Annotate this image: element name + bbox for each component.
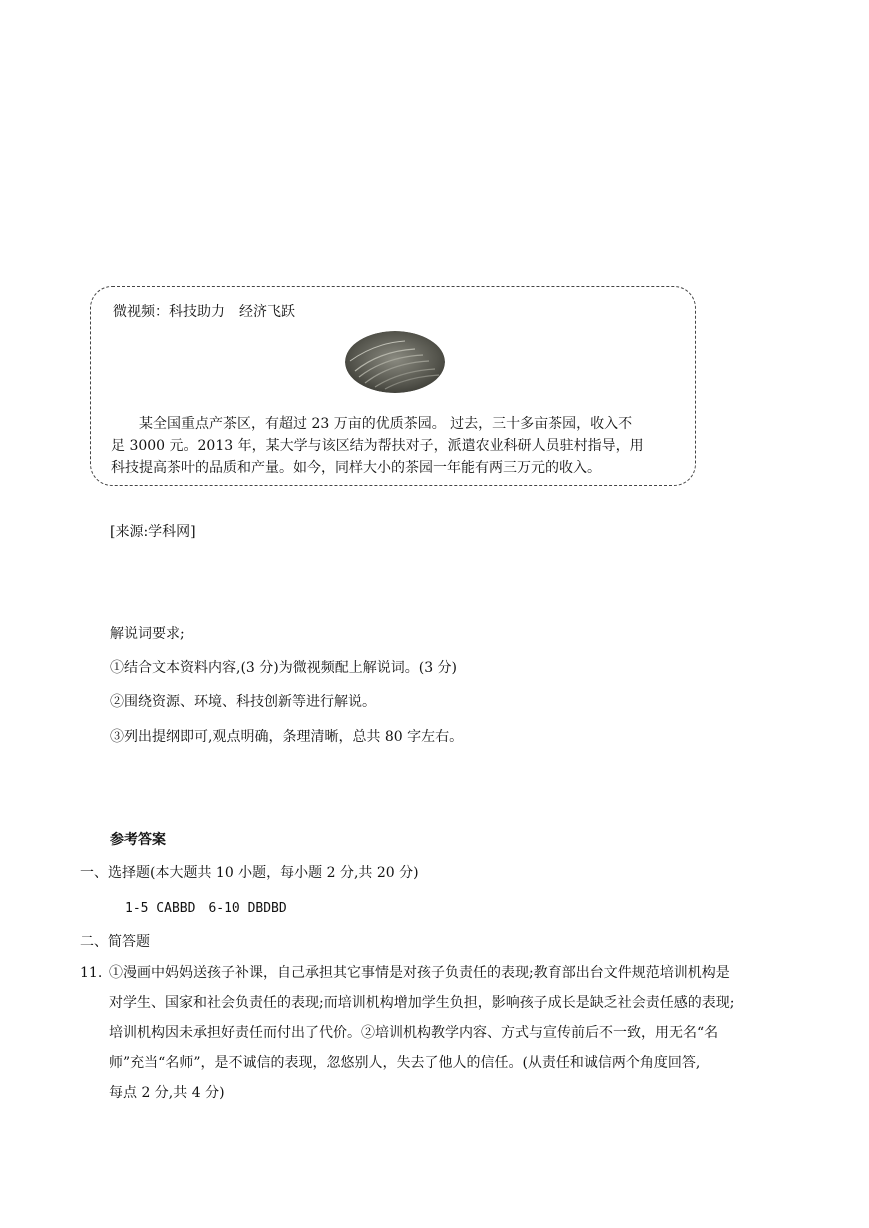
answer-line: 师”充当“名师”，是不诚信的表现，忽悠别人，失去了他人的信任。(从责任和诚信两个角度回答, (109, 1055, 701, 1071)
section-choice-heading: 一、选择题(本大题共 10 小题，每小题 2 分,共 20 分) (80, 865, 419, 881)
box-title: 微视频：科技助力 经济飞跃 (113, 304, 295, 320)
requirement-item: ③列出提纲即可,观点明确，条理清晰，总共 80 字左右。 (110, 729, 464, 745)
answer-line: 对学生、国家和社会负责任的表现;而培训机构增加学生负担，影响孩子成长是缺乏社会责任感的表现; (109, 995, 735, 1011)
answer-line: 培训机构因未承担好责任而付出了代价。②培训机构教学内容、方式与宣传前后不一致，用无名“名 (109, 1025, 719, 1041)
tea-garden-photo-svg (345, 331, 445, 393)
answers-title: 参考答案 (110, 832, 166, 848)
requirements-heading: 解说词要求; (110, 626, 185, 642)
section-short-answer-heading: 二、简答题 (80, 934, 150, 950)
requirement-item: ①结合文本资料内容,(3 分)为微视频配上解说词。(3 分) (110, 660, 458, 676)
box-line: 某全国重点产茶区，有超过 23 万亩的优质茶园。 过去，三十多亩茶园，收入不 (139, 416, 633, 432)
question-number: 11. (80, 965, 103, 981)
answer-line: ①漫画中妈妈送孩子补课，自己承担其它事情是对孩子负责任的表现;教育部出台文件规范培训机构是 (109, 965, 730, 981)
answer-line: 每点 2 分,共 4 分) (109, 1085, 225, 1101)
box-line: 足 3000 元。2013 年，某大学与该区结为帮扶对子，派遣农业科研人员驻村指导，用 (111, 438, 644, 454)
box-line: 科技提高茶叶的品质和产量。如今，同样大小的茶园一年能有两三万元的收入。 (111, 460, 601, 476)
tea-garden-photo-icon (345, 331, 445, 393)
choice-answers: 1-5 CABBD 6-10 DBDBD (125, 901, 287, 916)
source-note: [来源:学科网] (110, 524, 196, 540)
requirement-item: ②围绕资源、环境、科技创新等进行解说。 (110, 694, 376, 710)
micro-video-box (90, 286, 696, 486)
box-paragraph (111, 413, 679, 479)
